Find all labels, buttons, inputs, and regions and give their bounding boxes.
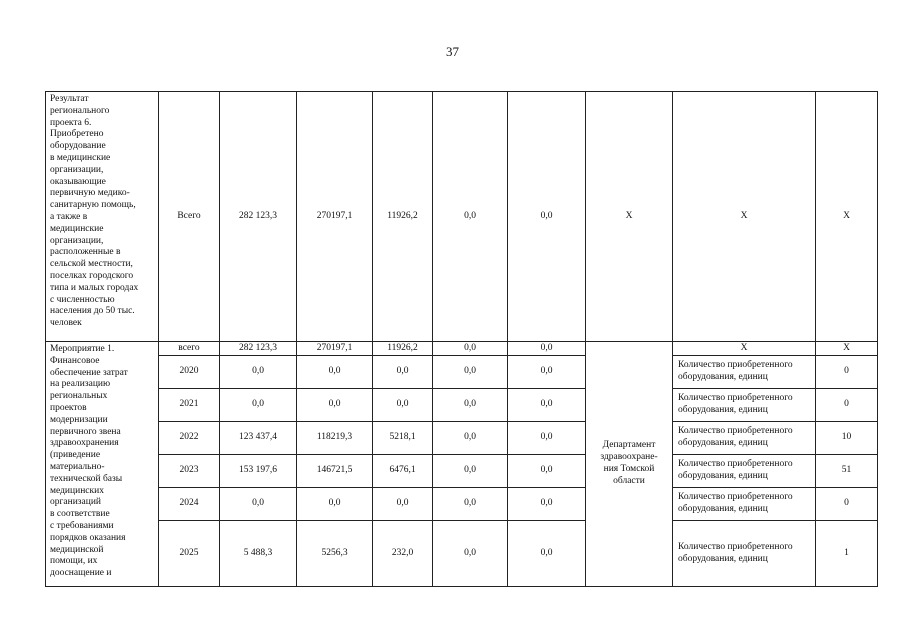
total-cell: 153 197,6 <box>220 455 297 488</box>
result-total: 282 123,3 <box>220 92 297 342</box>
local-cell: 0,0 <box>433 389 508 422</box>
indicator-value-cell: 1 <box>816 521 878 587</box>
federal-cell: 5256,3 <box>297 521 373 587</box>
result-description: Результат регионального проекта 6. Приобретено оборудование в медицинские организации, оказывающие первичную медико- санитарную помощь, а также в медицинские организации, расположенные в сельской местности, поселках городского типа и малых городах с численностью населения до 50 тыс. человек <box>46 92 159 342</box>
measure-row-2025 <box>46 521 878 587</box>
measure-row-2020 <box>46 356 878 389</box>
result-local: 0,0 <box>433 92 508 342</box>
indicator-value-cell: 0 <box>816 488 878 521</box>
regional-cell: 232,0 <box>373 521 433 587</box>
page-number: 37 <box>446 44 459 59</box>
local-cell: 0,0 <box>433 455 508 488</box>
measure-row-2023 <box>46 455 878 488</box>
indicator-value-cell: 10 <box>816 422 878 455</box>
measure-description: Мероприятие 1. Финансовое обеспечение затрат на реализацию региональных проектов модернизации первичного звена здравоохранения (приведение материально- технической базы медицинских организаций в соответствие с требованиями порядков оказания медицинской помощи, их дооснащение и <box>46 342 159 587</box>
period-cell: всего <box>159 342 220 356</box>
federal-cell: 270197,1 <box>297 342 373 356</box>
local-cell: 0,0 <box>433 521 508 587</box>
indicator-cell: Количество приобретенного оборудования, единиц <box>673 389 816 422</box>
indicator-cell: Количество приобретенного оборудования, единиц <box>673 521 816 587</box>
total-cell: 0,0 <box>220 389 297 422</box>
result-x-value: X <box>816 92 878 342</box>
other-cell: 0,0 <box>508 455 586 488</box>
indicator-cell: X <box>673 342 816 356</box>
indicator-cell: Количество приобретенного оборудования, единиц <box>673 488 816 521</box>
other-cell: 0,0 <box>508 342 586 356</box>
federal-cell: 118219,3 <box>297 422 373 455</box>
result-other: 0,0 <box>508 92 586 342</box>
total-cell: 0,0 <box>220 356 297 389</box>
period-cell: 2020 <box>159 356 220 389</box>
indicator-value-cell: 51 <box>816 455 878 488</box>
total-cell: 5 488,3 <box>220 521 297 587</box>
result-regional: 11926,2 <box>373 92 433 342</box>
federal-cell: 146721,5 <box>297 455 373 488</box>
period-cell: 2022 <box>159 422 220 455</box>
indicator-cell: Количество приобретенного оборудования, единиц <box>673 455 816 488</box>
total-cell: 282 123,3 <box>220 342 297 356</box>
federal-cell: 0,0 <box>297 389 373 422</box>
total-cell: 0,0 <box>220 488 297 521</box>
federal-cell: 0,0 <box>297 356 373 389</box>
measure-row-2021 <box>46 389 878 422</box>
regional-cell: 0,0 <box>373 488 433 521</box>
local-cell: 0,0 <box>433 488 508 521</box>
period-cell: 2024 <box>159 488 220 521</box>
result-row <box>46 92 878 342</box>
result-period: Всего <box>159 92 220 342</box>
local-cell: 0,0 <box>433 342 508 356</box>
regional-cell: 0,0 <box>373 356 433 389</box>
total-cell: 123 437,4 <box>220 422 297 455</box>
indicator-cell: Количество приобретенного оборудования, единиц <box>673 422 816 455</box>
measure-row-total <box>46 342 878 356</box>
federal-cell: 0,0 <box>297 488 373 521</box>
indicator-value-cell: 0 <box>816 389 878 422</box>
regional-cell: 5218,1 <box>373 422 433 455</box>
period-cell: 2021 <box>159 389 220 422</box>
result-federal: 270197,1 <box>297 92 373 342</box>
period-cell: 2025 <box>159 521 220 587</box>
indicator-cell: Количество приобретенного оборудования, единиц <box>673 356 816 389</box>
other-cell: 0,0 <box>508 488 586 521</box>
result-x-responsible: X <box>586 92 673 342</box>
other-cell: 0,0 <box>508 422 586 455</box>
indicator-value-cell: X <box>816 342 878 356</box>
measure-row-2022 <box>46 422 878 455</box>
indicator-value-cell: 0 <box>816 356 878 389</box>
local-cell: 0,0 <box>433 356 508 389</box>
regional-cell: 11926,2 <box>373 342 433 356</box>
period-cell: 2023 <box>159 455 220 488</box>
other-cell: 0,0 <box>508 389 586 422</box>
other-cell: 0,0 <box>508 521 586 587</box>
measure-row-2024 <box>46 488 878 521</box>
budget-table <box>45 91 878 587</box>
responsible-executor: Департамент здравоохране- ния Томской области <box>586 342 673 587</box>
regional-cell: 0,0 <box>373 389 433 422</box>
other-cell: 0,0 <box>508 356 586 389</box>
local-cell: 0,0 <box>433 422 508 455</box>
result-x-indicator: X <box>673 92 816 342</box>
regional-cell: 6476,1 <box>373 455 433 488</box>
